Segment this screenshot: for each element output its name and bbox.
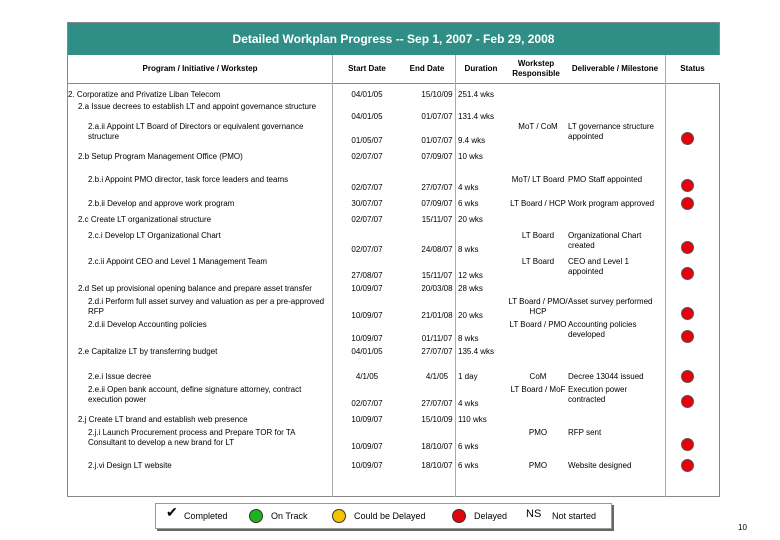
cell-start-date: 10/09/07 [351, 442, 383, 451]
table-row [68, 102, 719, 122]
cell-duration: 110 wks [458, 415, 487, 424]
cell-program: 2.b Setup Program Management Office (PMO) [78, 152, 243, 161]
status-delayed-dot [681, 438, 694, 451]
cell-start-date: 02/07/07 [351, 399, 383, 408]
cell-responsible: CoM [529, 372, 547, 381]
cell-deliverable: Decree 13044 issued [568, 372, 644, 381]
cell-deliverable: Accounting policies developed [568, 320, 637, 339]
cell-deliverable: Website designed [568, 461, 632, 470]
cell-deliverable: LT governance structure appointed [568, 122, 654, 141]
cell-end-date: 15/10/09 [421, 415, 453, 424]
cell-duration: 251.4 wks [458, 90, 495, 99]
table-row [68, 320, 719, 344]
cell-duration: 20 wks [458, 311, 483, 320]
cell-end-date: 01/11/07 [421, 334, 453, 343]
legend-delayed-label: Delayed [474, 511, 508, 521]
cell-start-date: 10/09/07 [351, 334, 383, 343]
cell-program: 2.e.ii Open bank account, define signature attorney, contract execution power [88, 385, 302, 404]
status-delayed-dot [681, 197, 694, 210]
cell-start-date: 04/01/05 [351, 90, 383, 99]
table-row [68, 215, 719, 227]
status-delayed-dot [681, 330, 694, 343]
cell-end-date: 21/01/08 [421, 311, 453, 320]
column-header-deliverable: Deliverable / Milestone [565, 55, 665, 83]
table-row [68, 199, 719, 211]
table-row [68, 257, 719, 281]
cell-end-date: 27/07/07 [421, 183, 453, 192]
table-row [68, 175, 719, 193]
status-delayed-dot [681, 267, 694, 280]
cell-deliverable: Asset survey performed [568, 297, 653, 306]
cell-duration: 6 wks [458, 199, 479, 208]
cell-program: 2.c.ii Appoint CEO and Level 1 Management Team [88, 257, 268, 266]
table-row [68, 415, 719, 427]
cell-program: 2.d.ii Develop Accounting policies [88, 320, 207, 329]
cell-responsible: PMO [528, 461, 548, 470]
cell-end-date: 27/07/07 [421, 399, 453, 408]
header-divider [67, 83, 720, 84]
column-header-end: End Date [402, 55, 452, 83]
cell-duration: 28 wks [458, 284, 483, 293]
cell-deliverable: Organizational Chart created [568, 231, 642, 250]
cell-start-date: 04/01/05 [351, 347, 383, 356]
cell-end-date: 15/11/07 [421, 215, 453, 224]
cell-program: 2.d.i Perform full asset survey and valuation as per a pre-approved RFP [88, 297, 325, 316]
cell-end-date: 27/07/07 [421, 347, 453, 356]
cell-responsible: LT Board [521, 257, 555, 266]
cell-deliverable: PMO Staff appointed [568, 175, 643, 184]
cell-start-date: 01/05/07 [351, 136, 383, 145]
cell-start-date: 04/01/05 [351, 112, 383, 121]
cell-start-date: 10/09/07 [351, 311, 383, 320]
cell-start-date: 02/07/07 [351, 183, 383, 192]
status-delayed-dot [681, 179, 694, 192]
table-row [68, 152, 719, 164]
legend-delayed-dot [452, 509, 466, 523]
cell-duration: 20 wks [458, 215, 483, 224]
cell-start-date: 4/1/05 [355, 372, 379, 381]
cell-deliverable: CEO and Level 1 appointed [568, 257, 629, 276]
cell-program: 2.j.i Launch Procurement process and Prepare TOR for TA Consultant to develop a new brand for LT [88, 428, 296, 447]
cell-responsible: PMO [528, 428, 548, 437]
cell-deliverable: RFP sent [568, 428, 602, 437]
status-legend [155, 503, 612, 529]
table-row [68, 122, 719, 146]
cell-start-date: 10/09/07 [351, 284, 383, 293]
cell-duration: 4 wks [458, 183, 479, 192]
cell-start-date: 02/07/07 [351, 215, 383, 224]
cell-responsible: LT Board [521, 231, 555, 240]
cell-responsible: MoT / CoM [518, 122, 558, 131]
cell-duration: 8 wks [458, 334, 479, 343]
cell-duration: 135.4 wks [458, 347, 495, 356]
column-header-duration: Duration [455, 55, 507, 83]
cell-deliverable: Work program approved [568, 199, 655, 208]
cell-start-date: 02/07/07 [351, 245, 383, 254]
table-row [68, 297, 719, 321]
cell-program: 2.e.i Issue decree [88, 372, 152, 381]
legend-completed-label: Completed [184, 511, 228, 521]
page-number: 10 [738, 523, 747, 532]
cell-start-date: 10/09/07 [351, 415, 383, 424]
cell-end-date: 4/1/05 [425, 372, 449, 381]
cell-program: 2.d Set up provisional opening balance and prepare asset transfer [78, 284, 312, 293]
cell-program: 2.c.i Develop LT Organizational Chart [88, 231, 221, 240]
cell-end-date: 18/10/07 [421, 461, 453, 470]
legend-not-started-label: Not started [552, 511, 597, 521]
table-row [68, 347, 719, 359]
checkmark-icon: ✔ [166, 504, 178, 520]
cell-responsible: MoT/ LT Board [511, 175, 565, 184]
table-row [68, 385, 719, 409]
cell-end-date: 07/09/07 [421, 152, 453, 161]
cell-start-date: 30/07/07 [351, 199, 383, 208]
cell-program: 2.a Issue decrees to establish LT and appoint governance structure [78, 102, 317, 111]
status-delayed-dot [681, 370, 694, 383]
cell-duration: 9.4 wks [458, 136, 486, 145]
cell-responsible: LT Board / PMO/ HCP [508, 297, 568, 316]
legend-on-track-dot [249, 509, 263, 523]
cell-start-date: 02/07/07 [351, 152, 383, 161]
cell-responsible: LT Board / MoF [510, 385, 566, 394]
cell-duration: 6 wks [458, 461, 479, 470]
status-delayed-dot [681, 459, 694, 472]
cell-program: 2.b.i Appoint PMO director, task force leaders and teams [88, 175, 289, 184]
cell-duration: 6 wks [458, 442, 479, 451]
cell-program: 2.b.ii Develop and approve work program [88, 199, 235, 208]
cell-end-date: 20/03/08 [421, 284, 453, 293]
cell-duration: 1 day [458, 372, 478, 381]
status-delayed-dot [681, 241, 694, 254]
status-delayed-dot [681, 395, 694, 408]
cell-duration: 8 wks [458, 245, 479, 254]
cell-program: 2. Corporatize and Privatize Liban Telecom [68, 90, 221, 99]
legend-ns-abbr: NS [526, 508, 542, 520]
cell-end-date: 01/07/07 [421, 112, 453, 121]
cell-end-date: 15/11/07 [421, 271, 453, 280]
column-header-start: Start Date [332, 55, 402, 83]
cell-start-date: 27/08/07 [351, 271, 383, 280]
table-row [68, 231, 719, 255]
status-delayed-dot [681, 132, 694, 145]
cell-end-date: 07/09/07 [421, 199, 453, 208]
cell-end-date: 01/07/07 [421, 136, 453, 145]
cell-program: 2.c Create LT organizational structure [78, 215, 212, 224]
column-header-status: Status [665, 55, 720, 83]
cell-duration: 10 wks [458, 152, 483, 161]
cell-end-date: 15/10/09 [421, 90, 453, 99]
column-header-program: Program / Initiative / Workstep [68, 55, 332, 83]
cell-deliverable: Execution power contracted [568, 385, 628, 404]
cell-responsible: LT Board / PMO [509, 320, 567, 329]
cell-duration: 4 wks [458, 399, 479, 408]
legend-could-be-delayed-dot [332, 509, 346, 523]
table-row [68, 428, 719, 452]
table-row [68, 461, 719, 473]
cell-program: 2.j.vi Design LT website [88, 461, 172, 470]
cell-responsible: LT Board / HCP [510, 199, 566, 208]
status-delayed-dot [681, 307, 694, 320]
cell-start-date: 10/09/07 [351, 461, 383, 470]
cell-program: 2.j Create LT brand and establish web presence [78, 415, 248, 424]
table-row [68, 372, 719, 384]
cell-duration: 131.4 wks [458, 112, 495, 121]
cell-duration: 12 wks [458, 271, 483, 280]
table-row [68, 284, 719, 296]
cell-end-date: 24/08/07 [421, 245, 453, 254]
cell-program: 2.a.ii Appoint LT Board of Directors or equivalent governance structure [88, 122, 304, 141]
column-header-responsible: Workstep Responsible [507, 55, 565, 83]
legend-could-be-delayed-label: Could be Delayed [354, 511, 426, 521]
cell-program: 2.e Capitalize LT by transferring budget [78, 347, 218, 356]
legend-on-track-label: On Track [271, 511, 308, 521]
cell-end-date: 18/10/07 [421, 442, 453, 451]
page-title: Detailed Workplan Progress -- Sep 1, 2007 - Feb 29, 2008 [68, 23, 719, 55]
table-row [68, 90, 719, 102]
